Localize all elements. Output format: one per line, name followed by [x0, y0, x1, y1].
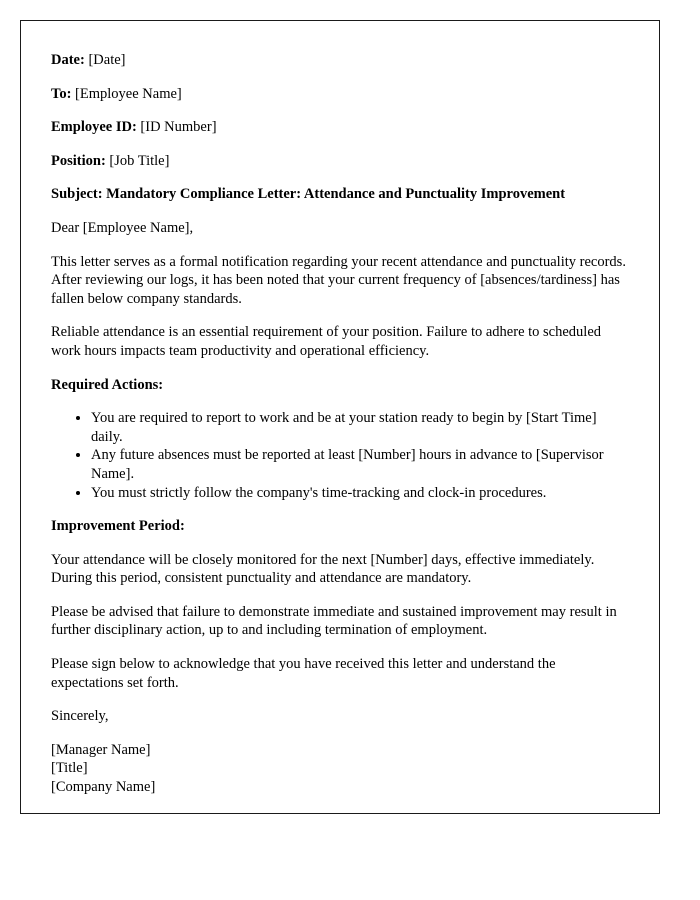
required-actions-list [51, 409, 629, 502]
signature-company-name: [Company Name] [51, 779, 156, 796]
field-value-position: [Job Title] [109, 152, 170, 169]
subject-line [51, 185, 629, 204]
field-row-employee-id [51, 118, 629, 137]
field-value-to: [Employee Name] [75, 85, 182, 102]
field-label-to: To: [51, 85, 72, 102]
field-row-to [51, 85, 629, 104]
action-item-start-time: • You are required to report to work and be at your station ready to begin by [Start Time] daily. [91, 409, 629, 446]
salutation: Dear [Employee Name], [51, 219, 194, 236]
subject-text: Subject: Mandatory Compliance Letter: Attendance and Punctuality Improvement [51, 186, 566, 203]
required-actions-heading: Required Actions: [51, 376, 164, 393]
body-paragraph-monitoring: Your attendance will be closely monitored for the next [Number] days, effective immediately. During this period, consistent punctuality and attendance are mandatory. [51, 551, 595, 587]
field-row-position [51, 152, 629, 171]
field-label-date: Date: [51, 52, 85, 68]
signature-title: [Title] [51, 760, 88, 777]
closing: Sincerely, [51, 708, 109, 725]
body-paragraph-warning: Please be advised that failure to demonstrate immediate and sustained improvement may result in further disciplinary action, up to and including termination of employment. [51, 603, 617, 639]
improvement-period-heading: Improvement Period: [51, 518, 185, 535]
field-value-employee-id: [ID Number] [140, 119, 217, 136]
action-item-report-absences: • Any future absences must be reported at least [Number] hours in advance to [Supervisor Name]. [91, 446, 629, 483]
body-paragraph-reliability: Reliable attendance is an essential requirement of your position. Failure to adhere to scheduled work hours impacts team productivity and operational efficiency. [51, 324, 602, 359]
field-label-position: Position: [51, 152, 106, 169]
letter-page [20, 20, 660, 814]
body-paragraph-sign: Please sign below to acknowledge that you have received this letter and understand the expectations set forth. [51, 656, 556, 691]
signature-manager-name: [Manager Name] [51, 741, 151, 758]
action-item-time-tracking: • You must strictly follow the company's time-tracking and clock-in procedures. [91, 484, 629, 503]
field-value-date: [Date] [88, 52, 126, 68]
body-paragraph-intro: This letter serves as a formal notification regarding your recent attendance and punctuality records. After reviewing our logs, it has been noted that your current frequency of [absences/tardiness] has fallen below company standards. [51, 253, 626, 307]
field-row-date [51, 51, 629, 70]
field-label-employee-id: Employee ID: [51, 119, 137, 136]
signature-block [51, 741, 629, 797]
